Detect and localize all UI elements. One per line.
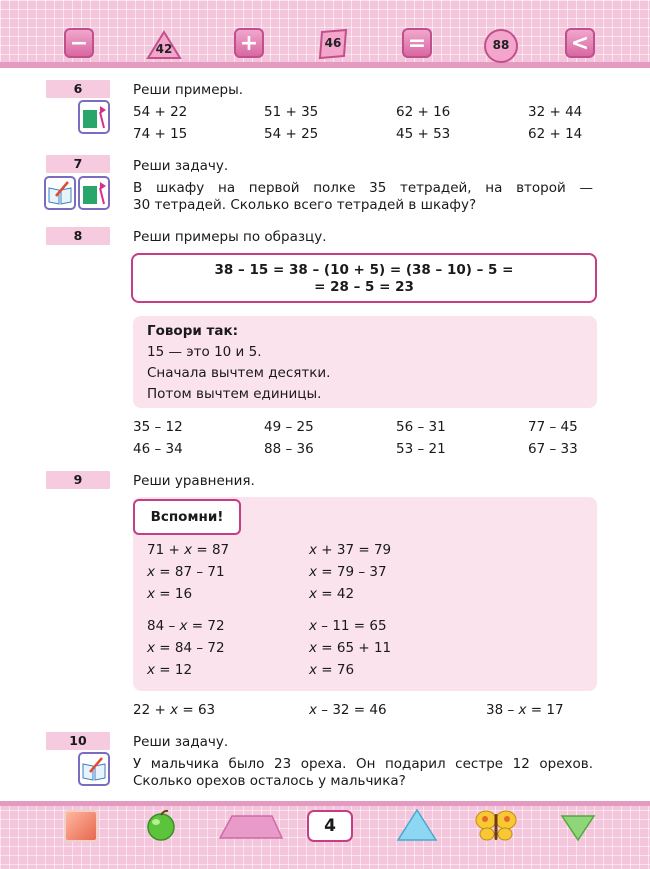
sample-line: 38 – 15 = 38 – (10 + 5) = (38 – 10) – 5 =: [214, 262, 514, 278]
say-it-box: [133, 316, 597, 408]
say-it-title: Говори так:: [147, 323, 239, 339]
less-than-sign-icon: <: [565, 28, 595, 58]
example: 56 – 31: [396, 419, 446, 435]
problem-text-line: У мальчика было 23 ореха. Он подарил сестре 12 орехов.: [133, 756, 593, 772]
equation: 22 + x = 63: [133, 702, 216, 718]
example: 53 – 21: [396, 441, 446, 457]
say-it-line: Сначала вычтем десятки.: [147, 365, 331, 381]
lamp-notebook-icon: [78, 176, 110, 210]
diamond-badge-number: 46: [324, 36, 342, 50]
equation-line: x = 12: [147, 662, 193, 678]
equation-line: x – 11 = 65: [309, 618, 387, 634]
book-pencil-icon: [44, 176, 76, 210]
task-instruction: Реши уравнения.: [133, 473, 255, 489]
example: 46 – 34: [133, 441, 183, 457]
equation-line: x = 16: [147, 586, 193, 602]
say-it-line: Потом вычтем единицы.: [147, 386, 322, 402]
diamond-badge-icon: [316, 28, 350, 60]
circle-badge-number: 88: [492, 38, 510, 52]
equals-sign-icon: =: [402, 28, 432, 58]
example: 62 + 14: [528, 126, 583, 142]
task-instruction: Реши примеры по образцу.: [133, 229, 327, 245]
equation-line: 84 – x = 72: [147, 618, 225, 634]
apple-icon: [144, 808, 178, 846]
down-triangle-icon: [560, 812, 596, 846]
triangle-icon: [396, 808, 438, 846]
example: 35 – 12: [133, 419, 183, 435]
task-number: 8: [46, 227, 110, 245]
minus-sign-icon: −: [64, 28, 94, 58]
example: 77 – 45: [528, 419, 578, 435]
book-pencil-icon: [78, 752, 110, 786]
page-number: 4: [307, 810, 353, 842]
example: 62 + 16: [396, 104, 451, 120]
trapezoid-icon: [218, 814, 284, 844]
triangle-badge-number: 42: [155, 42, 173, 56]
task-number: 9: [46, 471, 110, 489]
task-instruction: Реши задачу.: [133, 158, 229, 174]
butterfly-icon: [474, 808, 518, 848]
equation: x – 32 = 46: [309, 702, 387, 718]
example: 51 + 35: [264, 104, 319, 120]
example: 88 – 36: [264, 441, 314, 457]
task-instruction: Реши примеры.: [133, 82, 244, 98]
example: 74 + 15: [133, 126, 188, 142]
circle-badge-icon: [484, 29, 518, 63]
equation: 38 – x = 17: [486, 702, 564, 718]
equation-line: x = 65 + 11: [309, 640, 392, 656]
problem-text-line: Сколько орехов осталось у мальчика?: [133, 773, 406, 789]
example: 54 + 22: [133, 104, 188, 120]
example: 45 + 53: [396, 126, 451, 142]
square-icon: [64, 810, 98, 842]
task-number: 10: [46, 732, 110, 750]
task-number: 6: [46, 80, 110, 98]
problem-text-line: В шкафу на первой полке 35 тетрадей, на второй —: [133, 180, 593, 196]
say-it-line: 15 — это 10 и 5.: [147, 344, 262, 360]
equation-line: x = 76: [309, 662, 355, 678]
equation-line: x + 37 = 79: [309, 542, 392, 558]
remember-label: Вспомни!: [133, 499, 241, 535]
equation-line: x = 79 – 37: [309, 564, 387, 580]
sample-line: = 28 – 5 = 23: [314, 279, 414, 295]
equation-line: x = 87 – 71: [147, 564, 225, 580]
example: 54 + 25: [264, 126, 319, 142]
equation-line: 71 + x = 87: [147, 542, 230, 558]
equation-line: x = 84 – 72: [147, 640, 225, 656]
example: 67 – 33: [528, 441, 578, 457]
plus-sign-icon: +: [234, 28, 264, 58]
sample-solution-box: [131, 253, 597, 303]
triangle-badge-icon: [146, 30, 182, 60]
task-number: 7: [46, 155, 110, 173]
lamp-notebook-icon: [78, 100, 110, 134]
equation-line: x = 42: [309, 586, 355, 602]
example: 32 + 44: [528, 104, 583, 120]
example: 49 – 25: [264, 419, 314, 435]
task-instruction: Реши задачу.: [133, 734, 229, 750]
problem-text-line: 30 тетрадей. Сколько всего тетрадей в шкафу?: [133, 197, 477, 213]
